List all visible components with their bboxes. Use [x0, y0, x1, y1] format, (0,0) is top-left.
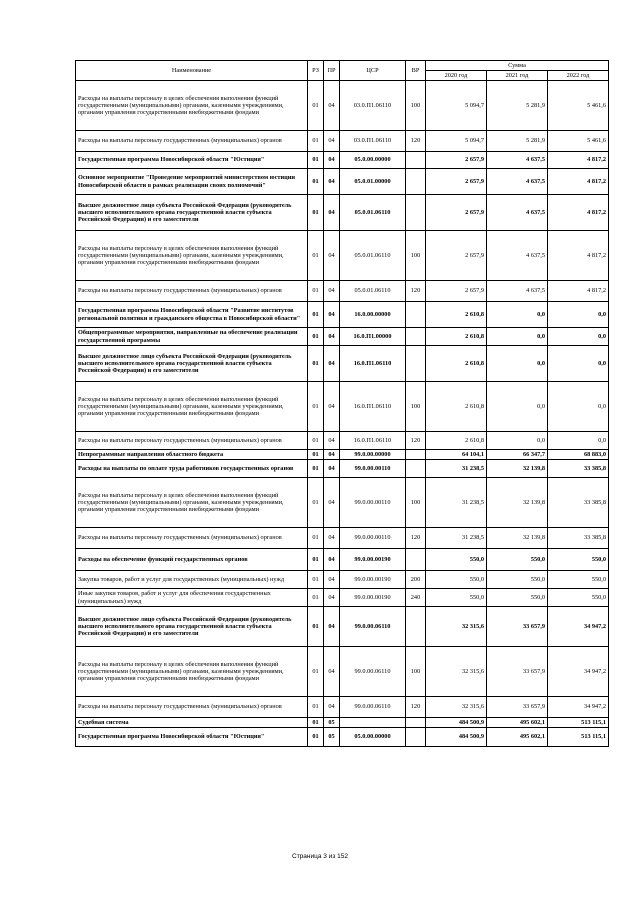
- row-vr: [406, 169, 426, 195]
- row-value-2020: 2 657,9: [426, 152, 487, 169]
- row-vr: [406, 328, 426, 346]
- row-value-2020: 31 238,5: [426, 528, 487, 549]
- table-row: [76, 169, 609, 195]
- row-csr: 16.0.П1.06110: [340, 346, 406, 382]
- row-pr: 05: [324, 728, 340, 747]
- table-row: [76, 478, 609, 528]
- row-pr: 04: [324, 528, 340, 549]
- row-csr: 16.0.П1.06110: [340, 382, 406, 432]
- row-value-2021: 550,0: [487, 549, 548, 571]
- row-value-2021: 32 139,8: [487, 528, 548, 549]
- row-csr: 99.0.00.00110: [340, 528, 406, 549]
- row-pr: 05: [324, 718, 340, 728]
- row-value-2021: 550,0: [487, 571, 548, 589]
- row-vr: 120: [406, 281, 426, 302]
- row-name: Расходы на выплаты персоналу государственных (муниципальных) органов: [76, 131, 308, 152]
- row-value-2021: 0,0: [487, 382, 548, 432]
- row-value-2020: 32 315,6: [426, 647, 487, 697]
- row-csr: 05.0.01.00000: [340, 169, 406, 195]
- row-value-2020: 484 500,9: [426, 728, 487, 747]
- row-csr: 99.0.00.00110: [340, 478, 406, 528]
- row-value-2021: 66 347,7: [487, 450, 548, 460]
- row-value-2022: 4 817,2: [548, 169, 609, 195]
- table-row: [76, 528, 609, 549]
- table-row: [76, 195, 609, 231]
- row-pr: 04: [324, 281, 340, 302]
- table-row: [76, 382, 609, 432]
- row-value-2022: 33 385,8: [548, 478, 609, 528]
- row-rz: 01: [308, 152, 324, 169]
- row-value-2022: 4 817,2: [548, 281, 609, 302]
- row-value-2020: 2 610,8: [426, 328, 487, 346]
- header-sum: Сумма: [426, 61, 609, 71]
- row-pr: 04: [324, 478, 340, 528]
- budget-table: [75, 60, 609, 747]
- row-pr: 04: [324, 302, 340, 328]
- row-value-2022: 0,0: [548, 302, 609, 328]
- table-row: [76, 697, 609, 718]
- row-pr: 04: [324, 432, 340, 450]
- row-name: Общепрограммные мероприятия, направленные на обеспечение реализации государственной программы: [76, 328, 308, 346]
- row-pr: 04: [324, 607, 340, 647]
- table-row: [76, 432, 609, 450]
- row-pr: 04: [324, 450, 340, 460]
- row-rz: 01: [308, 382, 324, 432]
- row-name: Основное мероприятие "Проведение мероприятий министерством юстиции Новосибирской области в рамках реализации своих полномочий": [76, 169, 308, 195]
- row-name: Иные закупки товаров, работ и услуг для обеспечения государственных (муниципальных) нужд: [76, 589, 308, 607]
- row-value-2022: 34 947,2: [548, 607, 609, 647]
- row-value-2021: 5 281,9: [487, 131, 548, 152]
- row-rz: 01: [308, 460, 324, 478]
- row-vr: 100: [406, 478, 426, 528]
- row-value-2020: 2 657,9: [426, 281, 487, 302]
- row-value-2022: 513 115,1: [548, 728, 609, 747]
- row-value-2021: 495 602,1: [487, 728, 548, 747]
- row-value-2021: 5 281,9: [487, 81, 548, 131]
- row-value-2021: 495 602,1: [487, 718, 548, 728]
- row-value-2022: 0,0: [548, 346, 609, 382]
- row-value-2022: 4 817,2: [548, 195, 609, 231]
- row-rz: 01: [308, 607, 324, 647]
- row-rz: 01: [308, 647, 324, 697]
- row-pr: 04: [324, 169, 340, 195]
- row-name: Расходы на выплаты персоналу государственных (муниципальных) органов: [76, 697, 308, 718]
- row-pr: 04: [324, 697, 340, 718]
- row-name: Расходы на выплаты персоналу государственных (муниципальных) органов: [76, 528, 308, 549]
- row-value-2021: 32 139,8: [487, 478, 548, 528]
- row-rz: 01: [308, 195, 324, 231]
- row-vr: 120: [406, 432, 426, 450]
- row-pr: 04: [324, 589, 340, 607]
- row-name: Расходы на выплаты персоналу в целях обеспечения выполнения функций государственными (муниципальными) органами, казенными учреждениями, органами управления государственными внебюджетными фондами: [76, 382, 308, 432]
- row-name: Государственная программа Новосибирской области "Юстиция": [76, 728, 308, 747]
- row-value-2022: 5 461,6: [548, 81, 609, 131]
- table-row: [76, 81, 609, 131]
- row-csr: 05.0.00.00000: [340, 152, 406, 169]
- row-value-2020: 2 657,9: [426, 195, 487, 231]
- row-value-2020: 550,0: [426, 571, 487, 589]
- row-value-2020: 32 315,6: [426, 697, 487, 718]
- row-value-2020: 2 610,8: [426, 432, 487, 450]
- row-rz: 01: [308, 478, 324, 528]
- row-value-2021: 4 637,5: [487, 152, 548, 169]
- row-rz: 01: [308, 718, 324, 728]
- row-csr: 99.0.00.00190: [340, 589, 406, 607]
- row-value-2020: 5 094,7: [426, 81, 487, 131]
- header-name: Наименование: [76, 61, 308, 81]
- table-row: [76, 571, 609, 589]
- row-value-2022: 4 817,2: [548, 152, 609, 169]
- row-name: Государственная программа Новосибирской области "Юстиция": [76, 152, 308, 169]
- row-value-2022: 34 947,2: [548, 697, 609, 718]
- row-value-2020: 550,0: [426, 549, 487, 571]
- row-vr: [406, 152, 426, 169]
- table-row: [76, 152, 609, 169]
- row-value-2022: 550,0: [548, 589, 609, 607]
- row-pr: 04: [324, 549, 340, 571]
- row-rz: 01: [308, 450, 324, 460]
- page-number: Страница 3 из 152: [292, 853, 348, 860]
- row-vr: [406, 346, 426, 382]
- row-value-2022: 33 385,8: [548, 460, 609, 478]
- row-csr: 99.0.00.00190: [340, 549, 406, 571]
- row-vr: 120: [406, 528, 426, 549]
- row-pr: 04: [324, 571, 340, 589]
- row-value-2022: 0,0: [548, 432, 609, 450]
- row-pr: 04: [324, 382, 340, 432]
- table-row: [76, 346, 609, 382]
- row-csr: 03.0.П1.06110: [340, 131, 406, 152]
- row-value-2021: 4 637,5: [487, 195, 548, 231]
- row-value-2021: 33 657,9: [487, 647, 548, 697]
- row-vr: [406, 450, 426, 460]
- header-csr: ЦСР: [340, 61, 406, 81]
- row-name: Судебная система: [76, 718, 308, 728]
- row-value-2022: 33 385,8: [548, 528, 609, 549]
- row-rz: 01: [308, 131, 324, 152]
- row-rz: 01: [308, 728, 324, 747]
- row-vr: 200: [406, 571, 426, 589]
- row-value-2021: 33 657,9: [487, 607, 548, 647]
- row-value-2020: 2 657,9: [426, 231, 487, 281]
- row-value-2020: 32 315,6: [426, 607, 487, 647]
- row-pr: 04: [324, 647, 340, 697]
- table-row: [76, 460, 609, 478]
- row-rz: 01: [308, 589, 324, 607]
- row-name: Государственная программа Новосибирской области "Развитие институтов региональной политики и гражданского общества в Новосибирской области": [76, 302, 308, 328]
- header-pr: ПР: [324, 61, 340, 81]
- row-name: Расходы на обеспечение функций государственных органов: [76, 549, 308, 571]
- row-value-2022: 68 883,0: [548, 450, 609, 460]
- row-rz: 01: [308, 346, 324, 382]
- row-value-2021: 0,0: [487, 328, 548, 346]
- row-rz: 01: [308, 81, 324, 131]
- table-row: [76, 131, 609, 152]
- row-value-2021: 0,0: [487, 302, 548, 328]
- table-row: [76, 302, 609, 328]
- row-vr: 240: [406, 589, 426, 607]
- row-value-2020: 64 104,1: [426, 450, 487, 460]
- row-name: Высшее должностное лицо субъекта Российской Федерации (руководитель высшего исполнительного органа государственной власти субъекта Российской Федерации) и его заместители: [76, 607, 308, 647]
- row-vr: 100: [406, 382, 426, 432]
- budget-page: [75, 60, 608, 747]
- row-value-2021: 4 637,5: [487, 169, 548, 195]
- row-value-2021: 550,0: [487, 589, 548, 607]
- row-csr: 05.0.00.00000: [340, 728, 406, 747]
- row-csr: 05.0.01.06110: [340, 281, 406, 302]
- table-row: [76, 718, 609, 728]
- row-value-2020: 31 238,5: [426, 478, 487, 528]
- row-value-2020: 2 610,8: [426, 346, 487, 382]
- row-pr: 04: [324, 195, 340, 231]
- row-pr: 04: [324, 346, 340, 382]
- row-pr: 04: [324, 231, 340, 281]
- row-name: Расходы на выплаты персоналу в целях обеспечения выполнения функций государственными (муниципальными) органами, казенными учреждениями, органами управления государственными внебюджетными фондами: [76, 81, 308, 131]
- row-value-2021: 4 637,5: [487, 231, 548, 281]
- row-rz: 01: [308, 528, 324, 549]
- row-vr: [406, 302, 426, 328]
- row-rz: 01: [308, 432, 324, 450]
- row-rz: 01: [308, 302, 324, 328]
- row-value-2021: 33 657,9: [487, 697, 548, 718]
- table-row: [76, 647, 609, 697]
- row-value-2020: 31 238,5: [426, 460, 487, 478]
- row-value-2022: 513 115,1: [548, 718, 609, 728]
- table-row: [76, 549, 609, 571]
- row-pr: 04: [324, 131, 340, 152]
- row-value-2022: 550,0: [548, 549, 609, 571]
- row-csr: 99.0.00.06110: [340, 697, 406, 718]
- row-vr: [406, 195, 426, 231]
- row-rz: 01: [308, 231, 324, 281]
- row-name: Расходы на выплаты персоналу государственных (муниципальных) органов: [76, 281, 308, 302]
- row-vr: [406, 607, 426, 647]
- row-pr: 04: [324, 81, 340, 131]
- row-vr: 120: [406, 697, 426, 718]
- row-csr: 03.0.П1.06110: [340, 81, 406, 131]
- table-row: [76, 281, 609, 302]
- row-value-2020: 5 094,7: [426, 131, 487, 152]
- row-csr: 99.0.00.00000: [340, 450, 406, 460]
- row-name: Расходы на выплаты по оплате труда работников государственных органов: [76, 460, 308, 478]
- row-value-2021: 4 637,5: [487, 281, 548, 302]
- table-row: [76, 231, 609, 281]
- table-row: [76, 728, 609, 747]
- row-rz: 01: [308, 549, 324, 571]
- table-row: [76, 328, 609, 346]
- row-value-2022: 0,0: [548, 328, 609, 346]
- row-value-2022: 34 947,2: [548, 647, 609, 697]
- row-pr: 04: [324, 328, 340, 346]
- header-year-2020: 2020 год: [426, 71, 487, 81]
- row-vr: 100: [406, 647, 426, 697]
- row-name: Высшее должностное лицо субъекта Российской Федерации (руководитель высшего исполнительного органа государственной власти субъекта Российской Федерации) и его заместители: [76, 346, 308, 382]
- row-csr: 16.0.П1.06110: [340, 432, 406, 450]
- row-rz: 01: [308, 571, 324, 589]
- row-rz: 01: [308, 697, 324, 718]
- row-vr: 120: [406, 131, 426, 152]
- row-vr: [406, 728, 426, 747]
- row-csr: 05.0.01.06110: [340, 195, 406, 231]
- row-csr: 16.0.00.00000: [340, 302, 406, 328]
- row-csr: 16.0.П1.00000: [340, 328, 406, 346]
- row-value-2020: 484 500,9: [426, 718, 487, 728]
- table-row: [76, 607, 609, 647]
- row-csr: 99.0.00.06110: [340, 647, 406, 697]
- header-rz: РЗ: [308, 61, 324, 81]
- row-value-2020: 2 610,8: [426, 302, 487, 328]
- row-name: Расходы на выплаты персоналу в целях обеспечения выполнения функций государственными (муниципальными) органами, казенными учреждениями, органами управления государственными внебюджетными фондами: [76, 478, 308, 528]
- row-vr: 100: [406, 231, 426, 281]
- header-year-2021: 2021 год: [487, 71, 548, 81]
- row-name: Закупка товаров, работ и услуг для государственных (муниципальных) нужд: [76, 571, 308, 589]
- row-csr: [340, 718, 406, 728]
- row-name: Непрограммные направления областного бюджета: [76, 450, 308, 460]
- row-name: Расходы на выплаты персоналу в целях обеспечения выполнения функций государственными (муниципальными) органами, казенными учреждениями, органами управления государственными внебюджетными фондами: [76, 231, 308, 281]
- row-value-2021: 0,0: [487, 432, 548, 450]
- table-row: [76, 450, 609, 460]
- row-name: Высшее должностное лицо субъекта Российской Федерации (руководитель высшего исполнительного органа государственной власти субъекта Российской Федерации) и его заместители: [76, 195, 308, 231]
- row-csr: 05.0.01.06110: [340, 231, 406, 281]
- row-csr: 99.0.00.00110: [340, 460, 406, 478]
- row-value-2022: 0,0: [548, 382, 609, 432]
- row-value-2022: 550,0: [548, 571, 609, 589]
- row-vr: [406, 718, 426, 728]
- row-value-2020: 550,0: [426, 589, 487, 607]
- row-value-2020: 2 657,9: [426, 169, 487, 195]
- row-rz: 01: [308, 328, 324, 346]
- header-vr: ВР: [406, 61, 426, 81]
- row-value-2021: 0,0: [487, 346, 548, 382]
- row-rz: 01: [308, 281, 324, 302]
- row-vr: [406, 549, 426, 571]
- row-vr: 100: [406, 81, 426, 131]
- row-value-2022: 4 817,2: [548, 231, 609, 281]
- header-year-2022: 2022 год: [548, 71, 609, 81]
- row-pr: 04: [324, 152, 340, 169]
- row-value-2022: 5 461,6: [548, 131, 609, 152]
- table-row: [76, 589, 609, 607]
- table-body: [76, 81, 609, 747]
- row-value-2020: 2 610,8: [426, 382, 487, 432]
- row-pr: 04: [324, 460, 340, 478]
- row-value-2021: 32 139,8: [487, 460, 548, 478]
- row-csr: 99.0.00.00190: [340, 571, 406, 589]
- row-vr: [406, 460, 426, 478]
- row-name: Расходы на выплаты персоналу в целях обеспечения выполнения функций государственными (муниципальными) органами, казенными учреждениями, органами управления государственными внебюджетными фондами: [76, 647, 308, 697]
- row-rz: 01: [308, 169, 324, 195]
- row-name: Расходы на выплаты персоналу государственных (муниципальных) органов: [76, 432, 308, 450]
- row-csr: 99.0.00.06110: [340, 607, 406, 647]
